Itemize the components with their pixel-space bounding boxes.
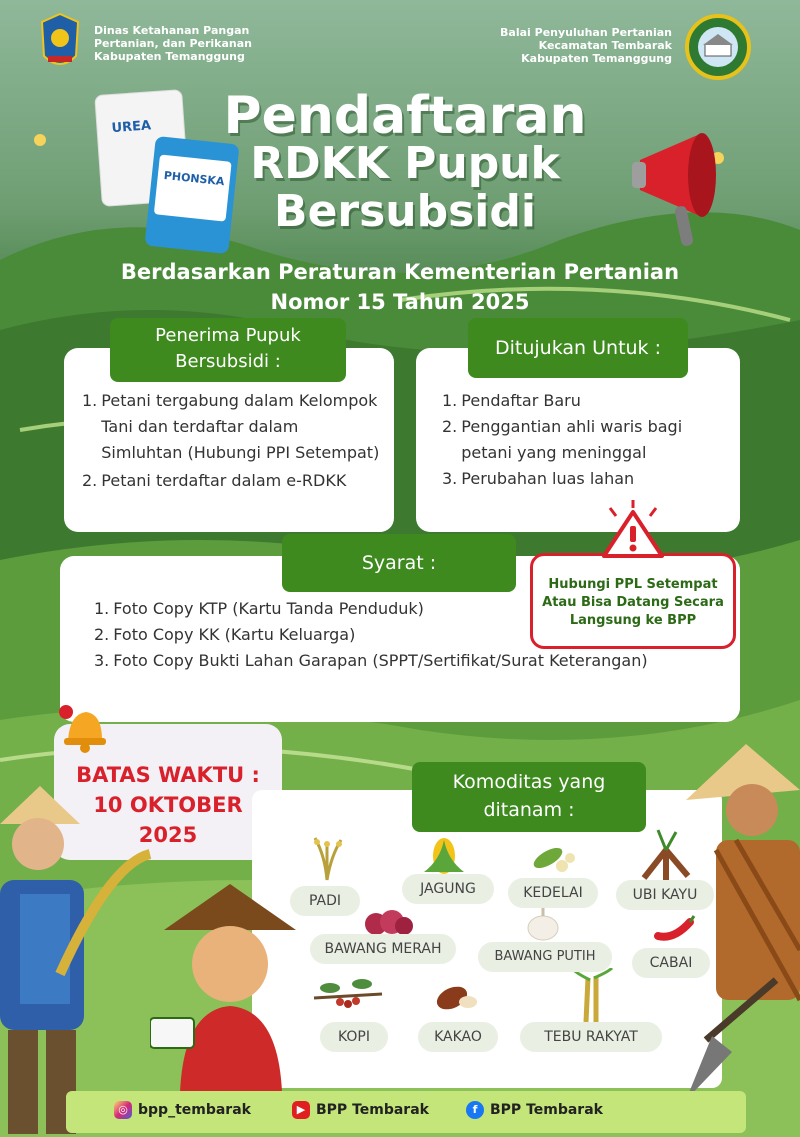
org-right-line: Kecamatan Tembarak xyxy=(538,39,672,52)
penerima-heading xyxy=(110,318,346,382)
page-title-line2: RDKK Pupuk xyxy=(250,138,560,189)
page-title-line1: Pendaftaran xyxy=(223,86,587,146)
corn-icon xyxy=(420,836,468,878)
list-item-number: 3. xyxy=(442,469,458,488)
facebook-handle: BPP Tembarak xyxy=(490,1102,603,1118)
commodity-label-kakao: KAKAO xyxy=(418,1022,498,1052)
facebook-icon: f xyxy=(466,1101,484,1119)
ditujukan-list xyxy=(442,388,732,492)
instagram-icon: ◎ xyxy=(114,1101,132,1119)
list-item-text: Foto Copy Bukti Lahan Garapan (SPPT/Sertifikat/Surat Keterangan) xyxy=(113,651,648,670)
shallot-icon xyxy=(362,900,414,938)
farmer-center-illustration xyxy=(150,870,300,1092)
list-item-number: 2. xyxy=(94,625,110,644)
bell-icon xyxy=(56,700,112,756)
list-item-number: 1. xyxy=(442,391,458,410)
commodity-label-jagung: JAGUNG xyxy=(402,874,494,904)
megaphone-icon xyxy=(630,120,740,250)
list-item-text: Foto Copy KK (Kartu Keluarga) xyxy=(113,625,356,644)
garlic-icon xyxy=(524,906,562,942)
list-item-number: 2. xyxy=(82,471,98,490)
youtube-link[interactable] xyxy=(292,1101,429,1119)
page-title-line3: Bersubsidi xyxy=(274,186,536,237)
instagram-handle: bpp_tembarak xyxy=(138,1102,251,1118)
org-right-name xyxy=(500,26,672,65)
rice-icon xyxy=(305,832,349,882)
list-item-text: Petani tergabung dalam Kelompok Tani dan terdaftar dalam Simluhtan (Hubungi PPI Setempat) xyxy=(101,391,380,462)
penerima-heading-line: Bersubsidi : xyxy=(175,351,281,372)
penerima-list xyxy=(82,388,382,494)
notice-line: Hubungi PPL Setempat xyxy=(548,577,718,592)
notice-line: Langsung ke BPP xyxy=(569,613,697,628)
org-right-line: Kabupaten Temanggung xyxy=(521,52,672,65)
bpp-seal-icon xyxy=(685,14,751,80)
alert-icon xyxy=(596,500,670,562)
facebook-link[interactable] xyxy=(466,1101,603,1119)
list-item-number: 2. xyxy=(442,417,458,436)
org-right-line: Balai Penyuluhan Pertanian xyxy=(500,26,672,39)
ditujukan-heading: Ditujukan Untuk : xyxy=(468,318,688,378)
notice-line: Atau Bisa Datang Secara xyxy=(542,595,724,610)
cocoa-icon xyxy=(430,974,486,1018)
list-item-text: Perubahan luas lahan xyxy=(461,469,635,488)
contact-ppl-notice xyxy=(530,553,736,649)
list-item-number: 3. xyxy=(94,651,110,670)
commodity-label-kedelai: KEDELAI xyxy=(508,878,598,908)
urea-label: UREA xyxy=(111,118,152,137)
komoditas-heading-line: Komoditas yang xyxy=(452,771,606,793)
org-left-name xyxy=(94,24,252,63)
list-item-text: Pendaftar Baru xyxy=(461,391,581,410)
list-item-text: Foto Copy KTP (Kartu Tanda Penduduk) xyxy=(113,599,424,618)
list-item xyxy=(442,466,732,492)
org-left-line: Pertanian, dan Perikanan xyxy=(94,37,252,50)
commodity-label-padi: PADI xyxy=(290,886,360,916)
instagram-link[interactable] xyxy=(114,1101,251,1119)
list-item-text: Penggantian ahli waris bagi petani yang meninggal xyxy=(461,417,683,462)
youtube-handle: BPP Tembarak xyxy=(316,1102,429,1118)
farmer-left-illustration xyxy=(0,784,160,1134)
list-item-number: 1. xyxy=(94,599,110,618)
subtitle-line2: Nomor 15 Tahun 2025 xyxy=(270,290,530,314)
penerima-heading-line: Penerima Pupuk xyxy=(155,325,301,346)
phonska-label: PHONSKA xyxy=(163,168,226,189)
list-item xyxy=(82,388,382,466)
commodity-label-cabai: CABAI xyxy=(632,948,710,978)
commodity-label-ubi-kayu: UBI KAYU xyxy=(616,880,714,910)
komoditas-heading-line: ditanam : xyxy=(483,799,575,821)
farmer-right-illustration xyxy=(686,740,800,1134)
youtube-icon: ▶ xyxy=(292,1101,310,1119)
commodity-label-bawang-merah: BAWANG MERAH xyxy=(310,934,456,964)
list-item-number: 1. xyxy=(82,391,98,410)
deadline-line: BATAS WAKTU : xyxy=(76,763,260,787)
commodity-label-bawang-putih: BAWANG PUTIH xyxy=(478,942,612,972)
subtitle-line1: Berdasarkan Peraturan Kementerian Pertanian xyxy=(120,260,680,284)
deadline-line: 2025 xyxy=(138,823,198,847)
coffee-icon xyxy=(310,974,386,1018)
list-item xyxy=(442,388,732,414)
commodity-label-kopi: KOPI xyxy=(320,1022,388,1052)
org-left-line: Dinas Ketahanan Pangan xyxy=(94,24,250,37)
sugarcane-icon xyxy=(570,968,614,1022)
list-item xyxy=(94,648,724,674)
org-left-line: Kabupaten Temanggung xyxy=(94,50,245,63)
syarat-heading: Syarat : xyxy=(282,534,516,592)
regency-crest-icon xyxy=(38,12,82,74)
list-item-text: Petani terdaftar dalam e-RDKK xyxy=(101,471,347,490)
list-item xyxy=(442,414,732,466)
list-item xyxy=(82,468,382,494)
soybean-icon xyxy=(528,836,578,878)
deadline-line: 10 OKTOBER xyxy=(93,793,243,817)
komoditas-heading xyxy=(412,762,646,832)
commodity-label-tebu-rakyat: TEBU RAKYAT xyxy=(520,1022,662,1052)
